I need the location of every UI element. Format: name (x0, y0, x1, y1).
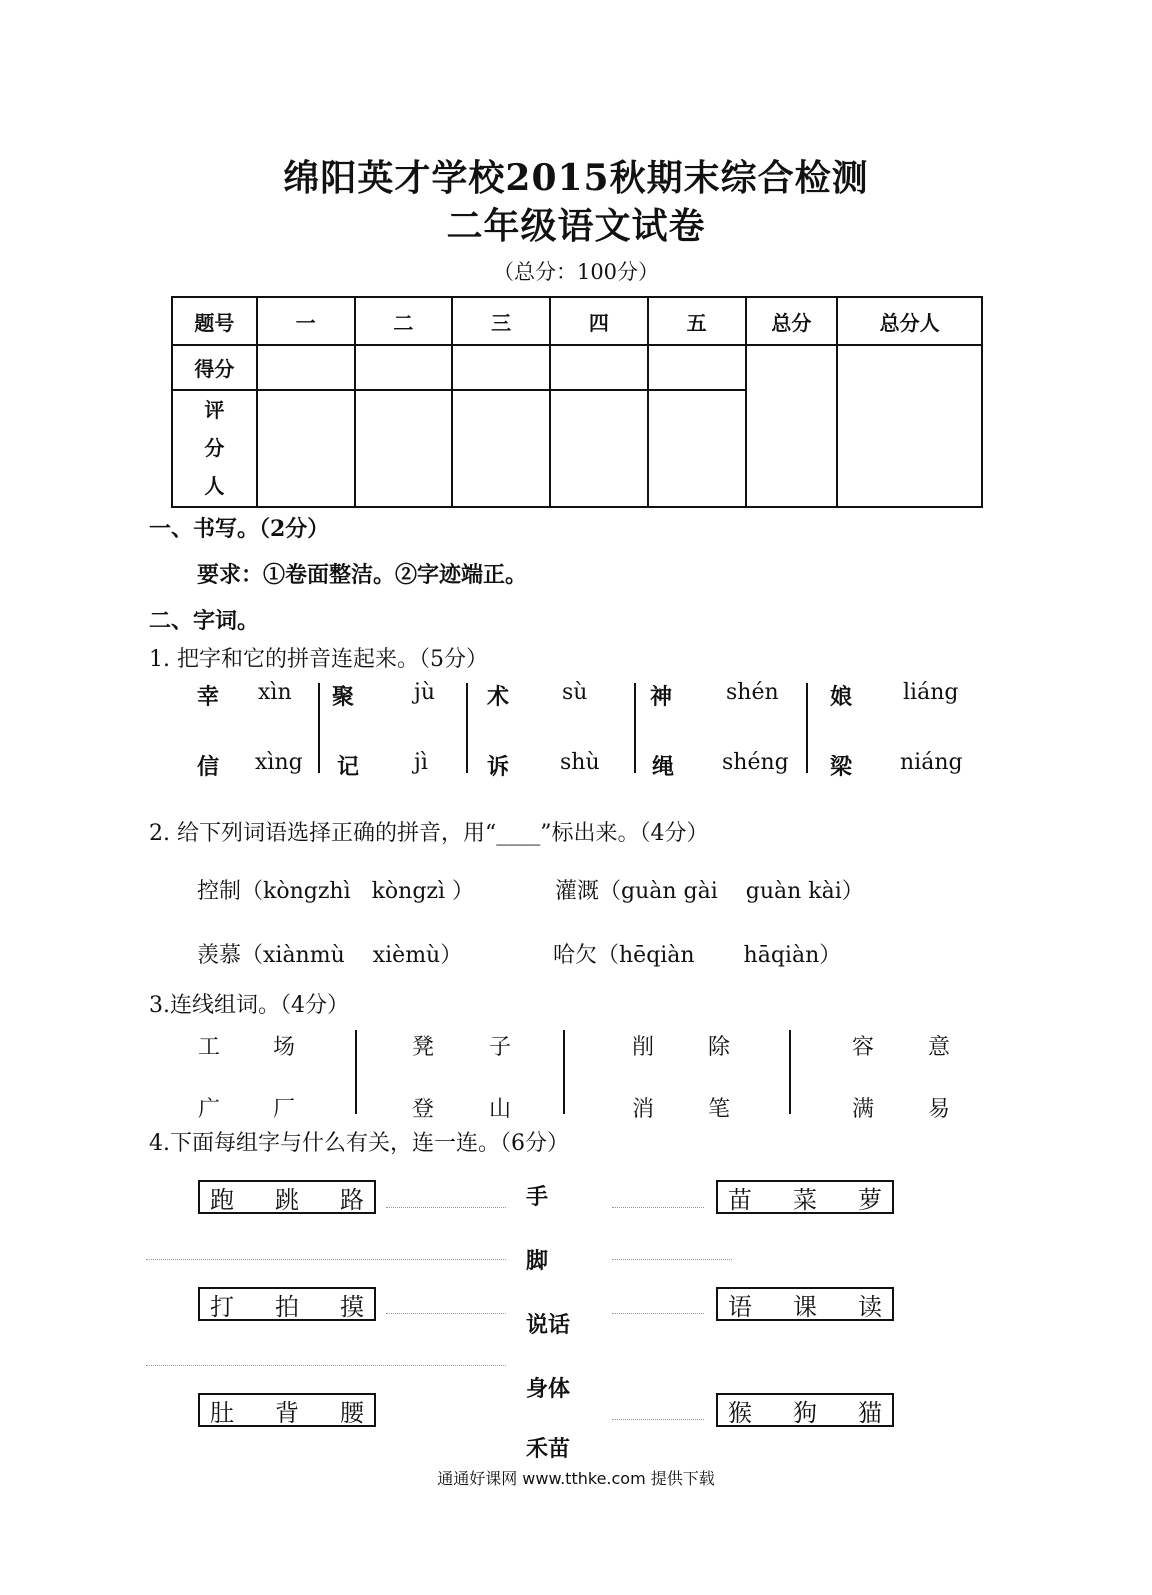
divider (563, 1030, 565, 1114)
q1-hanzi: 娘 (830, 684, 853, 710)
q3-char[interactable]: 工 (198, 1035, 221, 1060)
total-score-cell[interactable] (746, 345, 838, 507)
q4-char: 腰 (340, 1398, 364, 1427)
q4-char: 路 (340, 1185, 364, 1214)
q2-option[interactable]: 灌溉（guàn gài guàn kài） (555, 879, 864, 904)
score-cell[interactable] (452, 345, 550, 389)
score-table-header-row (172, 297, 982, 345)
grader-label-char: 分 (204, 436, 225, 461)
score-cell[interactable] (355, 345, 453, 389)
q4-char: 猫 (858, 1398, 882, 1427)
q4-char: 肚 (210, 1398, 234, 1427)
q4-char: 萝 (858, 1185, 882, 1214)
q4-char: 打 (210, 1292, 234, 1321)
q3-char[interactable]: 厂 (273, 1097, 296, 1122)
divider (318, 683, 320, 773)
grader-cell[interactable] (257, 390, 355, 507)
q1-item[interactable] (332, 680, 354, 711)
total-score: （总分：100分） (492, 260, 660, 284)
grader-label-char: 评 (204, 398, 225, 423)
q1-item[interactable] (560, 750, 600, 775)
divider (355, 1030, 357, 1114)
dotted-guide (612, 1418, 704, 1420)
q1-pinyin: shén (726, 680, 779, 705)
q3-char[interactable]: 凳 (412, 1035, 435, 1060)
q2-prompt: 2. 给下列词语选择正确的拼音，用“____”标出来。（4分） (149, 821, 709, 846)
q1-item[interactable] (337, 750, 359, 781)
q4-prompt: 4.下面每组字与什么有关，连一连。（6分） (149, 1131, 569, 1156)
q4-char: 摸 (340, 1292, 364, 1321)
q4-char: 跑 (210, 1185, 234, 1214)
q2-option[interactable]: 控制（kòngzhì kòngzì ） (197, 879, 475, 904)
q4-right-box[interactable] (716, 1287, 894, 1321)
q4-char: 读 (858, 1292, 882, 1321)
q4-char: 菜 (793, 1185, 817, 1214)
total-grader-cell[interactable] (837, 345, 982, 507)
section1-requirement: 要求：①卷面整洁。②字迹端正。 (197, 562, 528, 588)
table-header-cell: 一 (257, 297, 355, 345)
q1-hanzi: 诉 (487, 754, 510, 780)
q3-prompt: 3.连线组词。（4分） (149, 993, 349, 1018)
divider (466, 683, 468, 773)
q2-option[interactable]: 羡慕（xiànmù xièmù） (197, 943, 463, 968)
section2-title: 二、字词。 (149, 608, 260, 634)
q2-option[interactable]: 哈欠（hēqiàn hāqiàn） (553, 943, 842, 968)
q3-char[interactable]: 子 (489, 1035, 512, 1060)
grader-cell[interactable] (648, 390, 746, 507)
grader-label-char: 人 (204, 474, 225, 499)
q3-char[interactable]: 除 (708, 1035, 731, 1060)
q1-item[interactable] (562, 680, 587, 705)
score-cell[interactable] (550, 345, 648, 389)
q1-item[interactable] (830, 680, 852, 711)
score-table (171, 296, 983, 508)
q1-item[interactable] (903, 680, 958, 705)
table-header-cell: 总分 (746, 297, 838, 345)
q3-char[interactable]: 广 (198, 1097, 221, 1122)
q4-middle-item[interactable]: 禾苗 (526, 1436, 571, 1462)
q1-item[interactable] (255, 750, 303, 775)
q1-item[interactable] (197, 750, 219, 781)
q1-item[interactable] (487, 750, 509, 781)
dotted-guide (612, 1312, 704, 1314)
q1-item[interactable] (900, 750, 963, 775)
q4-char: 苗 (728, 1185, 752, 1214)
q1-pinyin: liáng (903, 680, 959, 705)
q3-char[interactable]: 满 (852, 1097, 875, 1122)
q1-item[interactable] (197, 680, 219, 711)
score-row (172, 345, 982, 389)
table-header-cell: 题号 (172, 297, 257, 345)
table-header-cell: 五 (648, 297, 746, 345)
q4-char: 狗 (793, 1398, 817, 1427)
q1-item[interactable] (414, 750, 428, 775)
divider (634, 683, 636, 773)
q1-pinyin: xìn (258, 680, 292, 705)
q1-pinyin: jù (414, 680, 435, 705)
q1-item[interactable] (722, 750, 789, 775)
dotted-guide (146, 1364, 506, 1366)
q1-item[interactable] (414, 680, 435, 705)
divider (806, 683, 808, 773)
q1-hanzi: 梁 (830, 754, 853, 780)
q3-char[interactable]: 登 (412, 1097, 435, 1122)
q1-item[interactable] (650, 680, 672, 711)
q1-pinyin: niáng (900, 750, 963, 775)
q4-left-box[interactable] (198, 1393, 376, 1427)
q4-char: 跳 (275, 1185, 299, 1214)
q1-hanzi: 绳 (652, 754, 675, 780)
divider (789, 1030, 791, 1114)
q3-char[interactable]: 山 (489, 1097, 512, 1122)
q4-middle-item[interactable]: 手 (526, 1184, 549, 1210)
table-header-cell: 四 (550, 297, 648, 345)
q1-hanzi: 幸 (197, 684, 220, 710)
dotted-guide (612, 1258, 732, 1260)
dotted-guide (146, 1258, 506, 1260)
q4-middle-item[interactable]: 脚 (526, 1248, 549, 1274)
footer-credit: 通通好课网 www.tthke.com 提供下载 (437, 1469, 715, 1488)
score-cell[interactable] (648, 345, 746, 389)
exam-title: 绵阳英才学校2015秋期末综合检测 (283, 157, 869, 199)
q4-char: 拍 (275, 1292, 299, 1321)
grader-cell[interactable] (452, 390, 550, 507)
q1-prompt: 1. 把字和它的拼音连起来。（5分） (149, 647, 488, 672)
q1-hanzi: 记 (337, 754, 360, 780)
q4-right-box[interactable] (716, 1393, 894, 1427)
q1-hanzi: 信 (197, 754, 220, 780)
q4-char: 背 (275, 1398, 299, 1427)
dotted-guide (386, 1312, 506, 1314)
table-header-cell: 三 (452, 297, 550, 345)
grader-row-label (172, 390, 257, 507)
score-row-label: 得分 (172, 345, 257, 389)
q4-left-box[interactable] (198, 1180, 376, 1214)
q3-char[interactable]: 容 (852, 1035, 875, 1060)
q1-item[interactable] (258, 680, 292, 705)
grader-cell[interactable] (355, 390, 453, 507)
q4-char: 语 (728, 1292, 752, 1321)
score-cell[interactable] (257, 345, 355, 389)
q1-pinyin: xìng (255, 750, 303, 775)
q1-pinyin: sù (562, 680, 588, 705)
q1-hanzi: 神 (650, 684, 673, 710)
q4-right-box[interactable] (716, 1180, 894, 1214)
q1-pinyin: jì (414, 750, 428, 775)
q1-item[interactable] (652, 750, 674, 781)
q1-hanzi: 聚 (332, 684, 355, 710)
section1-title: 一、书写。（2分） (149, 516, 330, 542)
q4-left-box[interactable] (198, 1287, 376, 1321)
dotted-guide (612, 1206, 704, 1208)
q1-item[interactable] (726, 680, 779, 705)
dotted-guide (386, 1206, 506, 1208)
q4-char: 课 (793, 1292, 817, 1321)
q4-middle-item[interactable]: 说话 (526, 1312, 571, 1338)
q3-char[interactable]: 场 (273, 1035, 296, 1060)
q1-pinyin: shù (560, 750, 600, 775)
q3-char[interactable]: 笔 (708, 1097, 731, 1122)
q3-char[interactable]: 意 (928, 1035, 951, 1060)
table-header-cell: 二 (355, 297, 453, 345)
q4-char: 猴 (728, 1398, 752, 1427)
table-header-cell: 总分人 (837, 297, 982, 345)
q1-item[interactable] (487, 680, 509, 711)
exam-subtitle: 二年级语文试卷 (446, 205, 706, 247)
q3-char[interactable]: 削 (632, 1035, 655, 1060)
q3-char[interactable]: 易 (928, 1097, 951, 1122)
q4-middle-item[interactable]: 身体 (526, 1376, 571, 1402)
q3-char[interactable]: 消 (632, 1097, 655, 1122)
q1-pinyin: shéng (722, 750, 789, 775)
q1-item[interactable] (830, 750, 852, 781)
q1-hanzi: 术 (487, 684, 510, 710)
grader-cell[interactable] (550, 390, 648, 507)
